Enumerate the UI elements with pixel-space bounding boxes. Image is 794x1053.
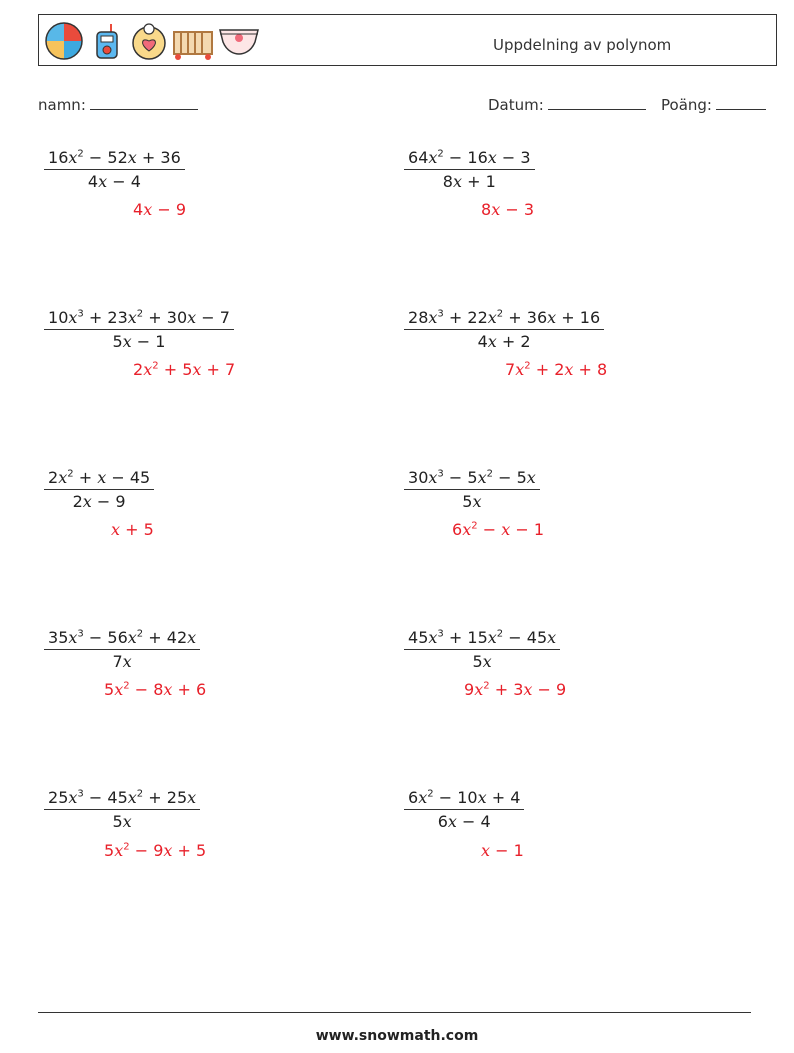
problem-9 <box>44 788 200 831</box>
numerator: $6x^2 - 10x + 4$ <box>408 788 521 807</box>
name-field <box>38 95 198 114</box>
fraction <box>44 468 154 511</box>
baby-bib-icon <box>129 20 169 62</box>
numerator: $35x^3 - 56x^2 + 42x$ <box>48 628 197 647</box>
numerator: $30x^3 - 5x^2 - 5x$ <box>408 468 536 487</box>
numerator: $64x^2 - 16x - 3$ <box>408 148 531 167</box>
problem-5 <box>44 468 154 511</box>
problem-1 <box>44 148 185 191</box>
baby-monitor-icon <box>87 20 127 62</box>
numerator: $25x^3 - 45x^2 + 25x$ <box>48 788 197 807</box>
problem-6 <box>404 468 540 511</box>
numerator: $28x^3 + 22x^2 + 36x + 16$ <box>408 308 601 327</box>
problem-4 <box>404 308 604 351</box>
problem-3 <box>44 308 234 351</box>
fraction <box>404 468 540 511</box>
date-field <box>488 95 646 114</box>
numerator: $10x^3 + 23x^2 + 30x - 7$ <box>48 308 230 327</box>
name-label: namn: <box>38 96 86 114</box>
answer-4: $7x^2 + 2x + 8$ <box>505 360 608 379</box>
fraction <box>404 628 560 671</box>
numerator: $2x^2 + x - 45$ <box>48 468 151 487</box>
denominator: 4x + 2 <box>477 332 531 351</box>
footer-url[interactable]: www.snowmath.com <box>315 1028 479 1044</box>
answer-8: $9x^2 + 3x - 9$ <box>464 680 567 699</box>
header-icons <box>43 20 263 62</box>
numerator: $16x^2 - 52x + 36$ <box>48 148 181 167</box>
answer-3: $2x^2 + 5x + 7$ <box>133 360 236 379</box>
denominator: 4x − 4 <box>87 172 141 191</box>
answer-5: x + 5 <box>111 520 154 539</box>
worksheet-title: Uppdelning av polynom <box>493 36 672 54</box>
answer-10: x − 1 <box>481 841 524 860</box>
footer-divider <box>38 1012 751 1013</box>
answer-6: $6x^2 - x - 1$ <box>452 520 544 539</box>
fraction <box>44 628 200 671</box>
score-label: Poäng: <box>661 96 712 114</box>
denominator: 8x + 1 <box>442 172 496 191</box>
date-label: Datum: <box>488 96 544 114</box>
crib-icon <box>171 20 215 62</box>
score-field <box>661 95 766 114</box>
denominator: 5x <box>112 812 132 831</box>
denominator: 2x − 9 <box>72 492 126 511</box>
denominator: 6x − 4 <box>437 812 491 831</box>
answer-1: 4x − 9 <box>133 200 186 219</box>
beach-ball-icon <box>43 20 85 62</box>
diaper-icon <box>217 20 261 62</box>
problem-8 <box>404 628 560 671</box>
answer-9: $5x^2 - 9x + 5$ <box>104 841 207 860</box>
date-blank[interactable] <box>548 95 646 110</box>
fraction <box>404 148 535 191</box>
numerator: $45x^3 + 15x^2 - 45x$ <box>408 628 557 647</box>
fraction <box>44 788 200 831</box>
worksheet-header <box>38 14 777 66</box>
denominator: 5x − 1 <box>112 332 166 351</box>
problem-2 <box>404 148 535 191</box>
fraction <box>44 148 185 191</box>
denominator: 7x <box>112 652 132 671</box>
fraction <box>44 308 234 351</box>
denominator: 5x <box>462 492 482 511</box>
problem-10 <box>404 788 524 831</box>
fraction <box>404 308 604 351</box>
answer-7: $5x^2 - 8x + 6$ <box>104 680 207 699</box>
answer-2: 8x − 3 <box>481 200 534 219</box>
fraction <box>404 788 524 831</box>
denominator: 5x <box>472 652 492 671</box>
name-blank[interactable] <box>90 95 198 110</box>
score-blank[interactable] <box>716 95 766 110</box>
problem-7 <box>44 628 200 671</box>
